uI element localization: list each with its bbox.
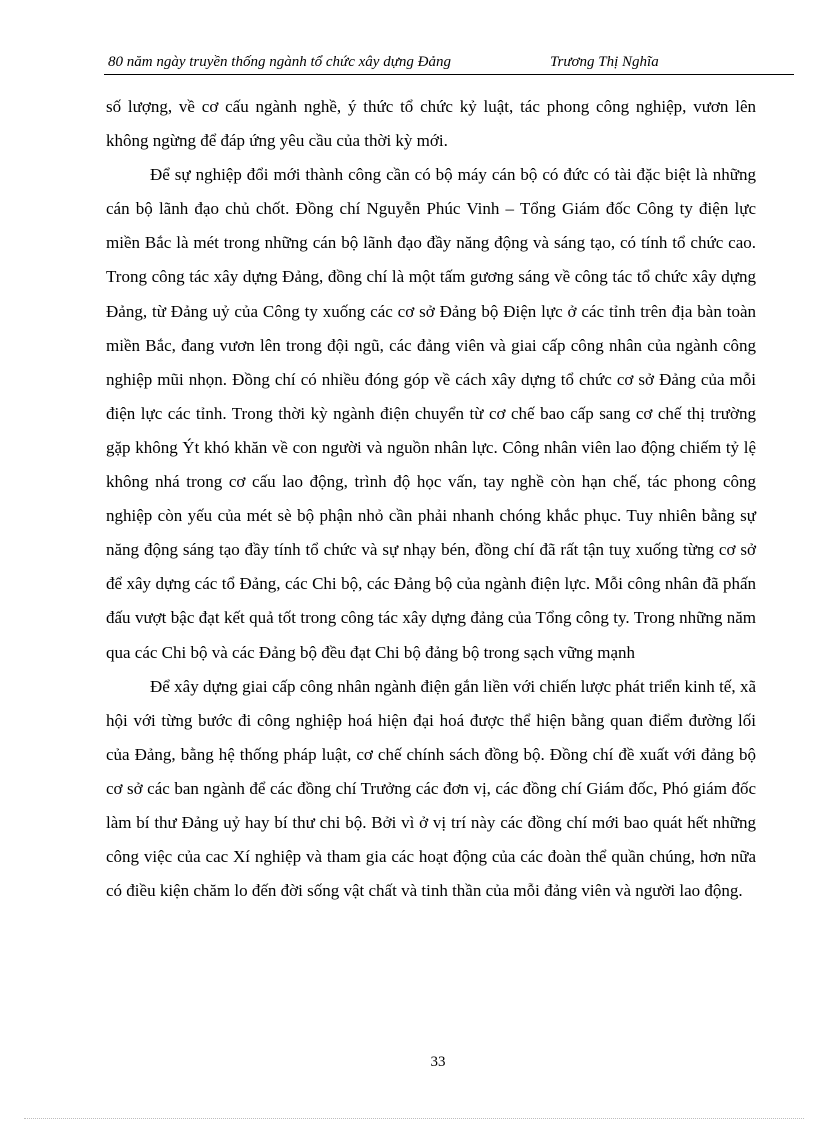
paragraph: Để xây dựng giai cấp công nhân ngành điện gắn liền với chiến lược phát triển kinh tế, xã hội với từng bước đi công nghiệp hoá hiện đại hoá được thể hiện bằng quan điểm đường lối của Đảng, bằng hệ thống pháp luật, cơ chế chính sách đồng bộ. Đồng chí đề xuất với đảng bộ cơ sở các ban ngành để các đồng chí Trưởng các đơn vị, các đồng chí Giám đốc, Phó giám đốc làm bí thư Đảng uỷ hay bí thư chi bộ. Bởi vì ở vị trí này các đồng chí mới bao quát hết những công việc của cac Xí nghiệp và tham gia các hoạt động của các đoàn thể quần chúng, hơn nữa có điều kiện chăm lo đến đời sống vật chất và tinh thần của mỗi đảng viên và người lao động. (106, 676, 756, 901)
page-bottom-divider (24, 1118, 804, 1119)
running-header (104, 50, 794, 75)
header-title: 80 năm ngày truyền thống ngành tổ chức xây dựng Đảng (108, 54, 451, 70)
page-number: 33 (430, 1054, 446, 1070)
header-author: Trương Thị Nghĩa (550, 54, 659, 70)
body-text (106, 90, 756, 908)
paragraph: Để sự nghiệp đổi mới thành công cần có bộ máy cán bộ có đức có tài đặc biệt là những cán bộ lãnh đạo chủ chốt. Đồng chí Nguyễn Phúc Vinh – Tổng Giám đốc Công ty điện lực miền Bắc là mét trong những cán bộ lãnh đạo đầy năng động và sáng tạo, có tính tổ chức cao. Trong công tác xây dựng Đảng, đồng chí là một tấm gương sáng về công tác tổ chức xây dựng Đảng, từ Đảng uỷ của Công ty xuống các cơ sở Đảng bộ Điện lực ở các tỉnh trên địa bàn toàn miền Bắc, đang vươn lên trong đội ngũ, các đảng viên và giai cấp công nhân của ngành công nghiệp mũi nhọn. Đồng chí có nhiều đóng góp về cách xây dựng tổ chức cơ sở Đảng của mỗi điện lực các tỉnh. Trong thời kỳ ngành điện chuyển từ cơ chế bao cấp sang cơ chế thị trường gặp không Ýt khó khăn về con người và nguồn nhân lực. Công nhân viên lao động chiếm tỷ lệ không nhá trong cơ cấu lao động, trình độ học vấn, tay nghề còn hạn chế, tác phong công nghiệp còn yếu của mét sè bộ phận nhỏ cần phải nhanh chóng khắc phục. Tuy nhiên bằng sự năng động sáng tạo đầy tính tổ chức và sự nhạy bén, đồng chí đã rất tận tuỵ xuống từng cơ sở để xây dựng các tổ Đảng, các Chi bộ, các Đảng bộ của ngành điện lực. Mỗi công nhân đã phấn đấu vượt bậc đạt kết quả tốt trong công tác xây dựng đảng của Tổng công ty. Trong những năm qua các Chi bộ và các Đảng bộ đều đạt Chi bộ đảng bộ trong sạch vững mạnh (106, 165, 756, 662)
paragraph-continued: số lượng, về cơ cấu ngành nghề, ý thức tổ chức kỷ luật, tác phong công nghiệp, vươn lên không ngừng để đáp ứng yêu cầu của thời kỳ mới. (106, 97, 756, 151)
